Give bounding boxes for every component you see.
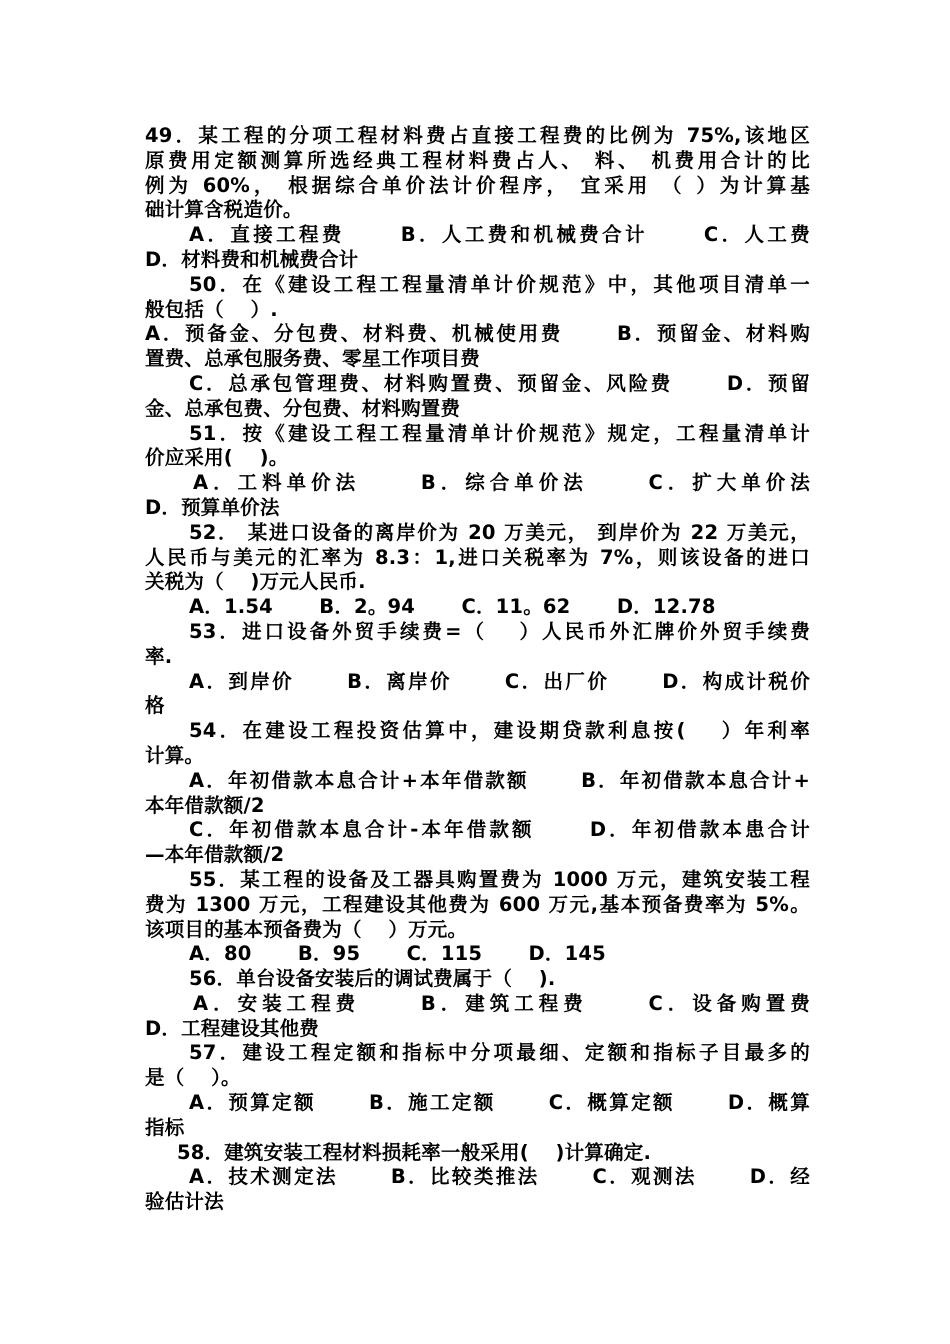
text-line: 55．某工程的设备及工器具购置费为 1000 万元，建筑安装工程 [189, 867, 810, 891]
text-line: 置费、总承包服务费、零星工作项目费 [145, 347, 480, 371]
text-line: 49．某工程的分项工程材料费占直接工程费的比例为 75%,该地区 [145, 124, 810, 147]
text-line: 53．进口设备外贸手续费=（ ）人民币外汇牌价外贸手续费 [189, 619, 810, 643]
text-line: 本年借款额/2 [145, 793, 265, 817]
text-line: A．到岸价 B．离岸价 C．出厂价 D．构成计税价 [189, 669, 810, 693]
text-line: 关税为（ )万元人民币. [145, 570, 366, 594]
text-line: 般包括（ ）. [145, 297, 278, 321]
text-line: A．安装工程费 B．建筑工程费 C．设备购置费 [193, 991, 810, 1015]
text-line: 础计算含税造价。 [145, 198, 303, 222]
text-line: 52． 某进口设备的离岸价为 20 万美元， 到岸价为 22 万美元， [189, 520, 810, 544]
text-line: 原费用定额测算所选经典工程材料费占人、 料、 机费用合计的比 [145, 148, 810, 172]
text-line: A．技术测定法 B．比较类推法 C．观测法 D．经 [189, 1165, 810, 1189]
text-line: A．工料单价法 B．综合单价法 C．扩大单价法 [193, 471, 810, 495]
text-line: —本年借款额/2 [145, 843, 285, 867]
text-line: C．总承包管理费、材料购置费、预留金、风险费 D．预留 [189, 371, 810, 395]
text-line: 51．按《建设工程工程量清单计价规范》规定，工程量清单计 [189, 421, 810, 445]
text-line: 计算。 [145, 743, 205, 767]
text-line: D．预算单价法 [145, 495, 280, 519]
question-text-block [145, 124, 810, 1215]
text-line: A．预备金、分包费、材料费、机械使用费 B．预留金、材料购 [145, 322, 810, 346]
text-line: A．80 B．95 C．115 D．145 [189, 942, 606, 966]
text-line: A．1.54 B．2。94 C．11。62 D．12.78 [189, 595, 716, 619]
text-line: 该项目的基本预备费为（ ）万元。 [145, 917, 468, 941]
text-line: D．工程建设其他费 [145, 1016, 319, 1040]
text-line: C．年初借款本息合计-本年借款额 D．年初借款本患合计 [189, 818, 810, 842]
text-line: A．预算定额 B．施工定额 C．概算定额 D．概算 [189, 1091, 810, 1115]
text-line: 人民币与美元的汇率为 8.3：1,进口关税率为 7%，则该设备的进口 [145, 545, 810, 569]
text-line: 指标 [145, 1115, 185, 1139]
text-line: 50．在《建设工程工程量清单计价规范》中，其他项目清单一 [189, 272, 810, 296]
text-line: 格 [145, 694, 165, 718]
text-line: 验估计法 [145, 1190, 224, 1214]
text-line: 是（ ）。 [145, 1066, 241, 1090]
text-line: 58．建筑安装工程材料损耗率一般采用( )计算确定. [177, 1140, 652, 1164]
text-line: 54．在建设工程投资估算中，建设期贷款利息按( ）年利率 [189, 719, 810, 743]
text-line: 费为 1300 万元，工程建设其他费为 600 万元,基本预备费率为 5%。 [145, 892, 810, 916]
text-line: D．材料费和机械费合计 [145, 247, 359, 271]
text-line: 例为 60%， 根据综合单价法计价程序， 宜采用 （ ）为计算基 [145, 173, 810, 197]
text-line: 56．单台设备安装后的调试费属于（ ). [189, 967, 556, 991]
text-line: 率. [145, 644, 173, 668]
text-line: 价应采用( )。 [145, 446, 289, 470]
text-line: 57．建设工程定额和指标中分项最细、定额和指标子目最多的 [189, 1041, 810, 1065]
text-line: A．直接工程费 B．人工费和机械费合计 C．人工费 [189, 223, 810, 247]
text-line: 金、总承包费、分包费、材料购置费 [145, 396, 461, 420]
text-line: A．年初借款本息合计+本年借款额 B．年初借款本息合计+ [189, 768, 810, 792]
